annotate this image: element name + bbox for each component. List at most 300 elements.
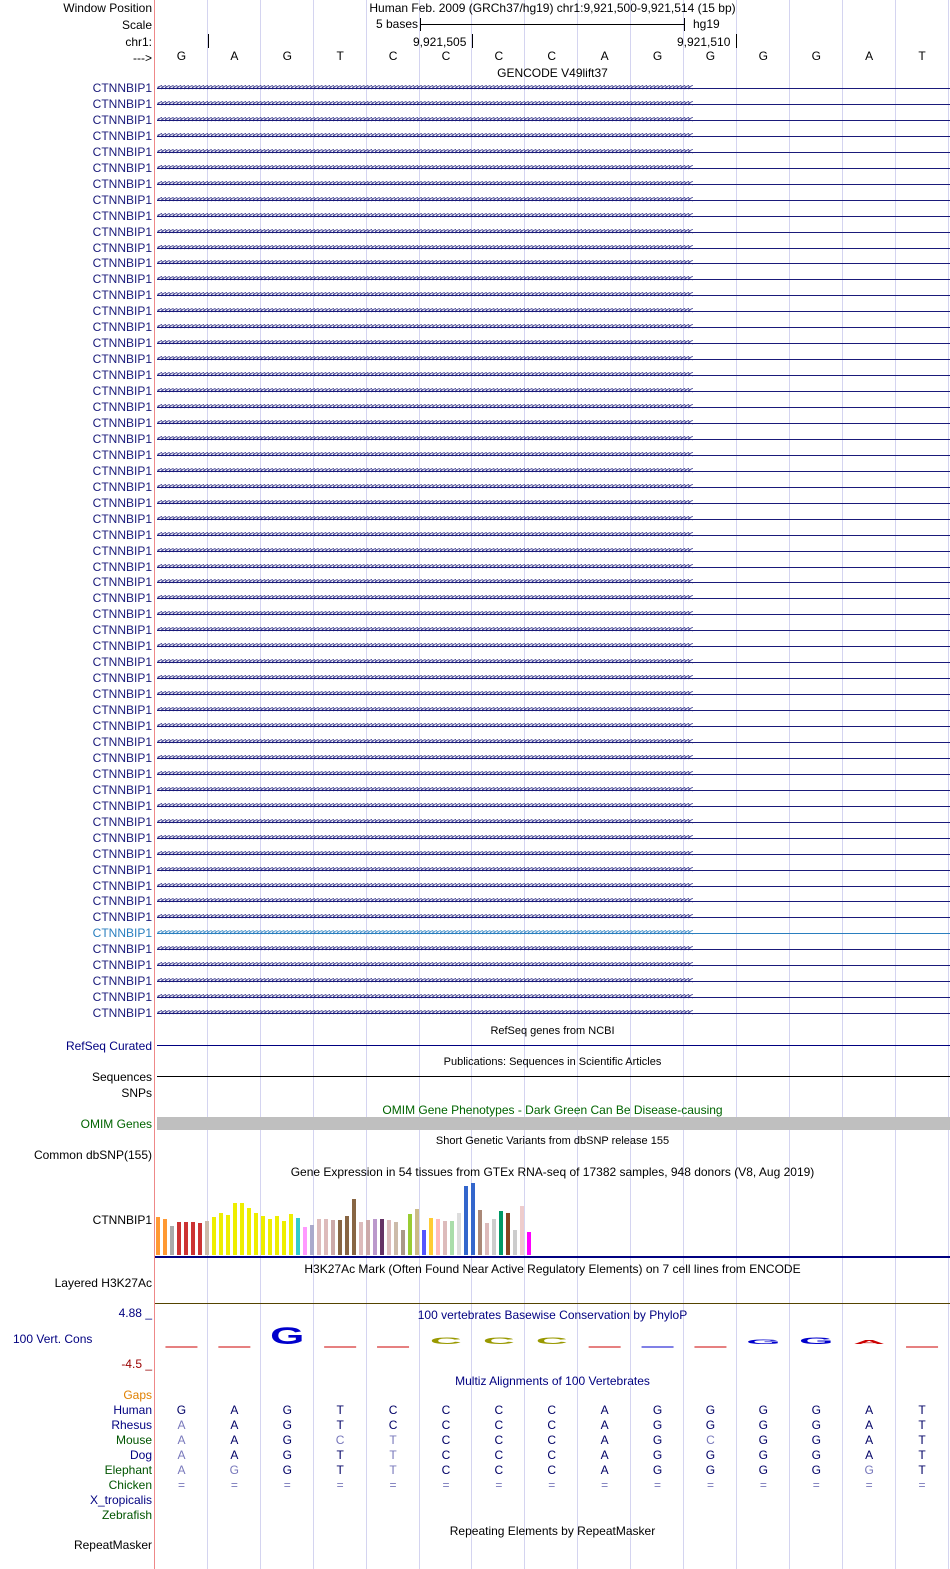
base-letter: A	[600, 49, 609, 63]
gtex-tissue-bar[interactable]	[317, 1219, 321, 1255]
gencode-transcript-label[interactable]: CTNNBIP1	[92, 128, 152, 143]
gencode-transcript-label[interactable]: CTNNBIP1	[92, 288, 152, 303]
multiz-base: A	[865, 1433, 874, 1447]
multiz-base: =	[654, 1478, 662, 1492]
gtex-tissue-bar[interactable]	[156, 1217, 160, 1255]
gtex-tissue-bar[interactable]	[240, 1203, 244, 1255]
multiz-base: A	[177, 1463, 186, 1477]
multiz-base: G	[282, 1418, 292, 1432]
multiz-base: C	[547, 1448, 557, 1462]
base-letter: C	[494, 49, 504, 63]
multiz-base: A	[177, 1433, 186, 1447]
multiz-base: A	[230, 1448, 239, 1462]
multiz-base: =	[601, 1478, 609, 1492]
multiz-base: T	[918, 1418, 926, 1432]
gencode-transcript-label[interactable]: CTNNBIP1	[92, 479, 152, 494]
phylop-track-title: 100 vertebrates Basewise Conservation by PhyloP	[417, 1308, 688, 1322]
multiz-base: T	[336, 1463, 344, 1477]
gencode-strand-arrows: <<<<<<<<<<<<<<<<<<<<<<<<<<<<<<<<<<<<<<<<<<<<<<<<<<<<<<<<<<<<<<<<<<<<<<<<<<<<<<<<<<<<<<<<<<<<<<<<<<<<<<<<<<<<<<<<<<<<<<<<<<<<<<<<<<<<<<<<<<<<	[157, 896, 692, 907]
gencode-strand-arrows: <<<<<<<<<<<<<<<<<<<<<<<<<<<<<<<<<<<<<<<<<<<<<<<<<<<<<<<<<<<<<<<<<<<<<<<<<<<<<<<<<<<<<<<<<<<<<<<<<<<<<<<<<<<<<<<<<<<<<<<<<<<<<<<<<<<<<<<<<<<<	[157, 529, 692, 540]
gencode-strand-arrows: <<<<<<<<<<<<<<<<<<<<<<<<<<<<<<<<<<<<<<<<<<<<<<<<<<<<<<<<<<<<<<<<<<<<<<<<<<<<<<<<<<<<<<<<<<<<<<<<<<<<<<<<<<<<<<<<<<<<<<<<<<<<<<<<<<<<<<<<<<<<	[157, 306, 692, 317]
gencode-strand-arrows: <<<<<<<<<<<<<<<<<<<<<<<<<<<<<<<<<<<<<<<<<<<<<<<<<<<<<<<<<<<<<<<<<<<<<<<<<<<<<<<<<<<<<<<<<<<<<<<<<<<<<<<<<<<<<<<<<<<<<<<<<<<<<<<<<<<<<<<<<<<<	[157, 338, 692, 349]
gtex-tissue-bar[interactable]	[261, 1216, 265, 1255]
phylop-logo-letter: G	[799, 1335, 834, 1347]
gtex-tissue-bar[interactable]	[338, 1220, 342, 1255]
base-letter: T	[918, 49, 926, 63]
repeatmasker-track-label[interactable]: RepeatMasker	[73, 1538, 152, 1552]
gtex-tissue-bar[interactable]	[310, 1225, 314, 1255]
gencode-strand-arrows: <<<<<<<<<<<<<<<<<<<<<<<<<<<<<<<<<<<<<<<<<<<<<<<<<<<<<<<<<<<<<<<<<<<<<<<<<<<<<<<<<<<<<<<<<<<<<<<<<<<<<<<<<<<<<<<<<<<<<<<<<<<<<<<<<<<<<<<<<<<<	[157, 226, 692, 237]
gencode-transcript-label[interactable]: CTNNBIP1	[92, 144, 152, 159]
multiz-base: T	[918, 1403, 926, 1417]
gencode-transcript-label[interactable]: CTNNBIP1	[92, 224, 152, 239]
multiz-base: C	[441, 1463, 451, 1477]
gencode-transcript-label[interactable]: CTNNBIP1	[92, 240, 152, 255]
gtex-tissue-bar[interactable]	[366, 1220, 370, 1255]
multiz-base: =	[336, 1478, 344, 1492]
gtex-tissue-bar[interactable]	[177, 1222, 181, 1255]
multiz-base: =	[865, 1478, 873, 1492]
publications-snps-label[interactable]: SNPs	[121, 1086, 152, 1100]
gtex-tissue-bar[interactable]	[191, 1222, 195, 1255]
gencode-strand-arrows: <<<<<<<<<<<<<<<<<<<<<<<<<<<<<<<<<<<<<<<<<<<<<<<<<<<<<<<<<<<<<<<<<<<<<<<<<<<<<<<<<<<<<<<<<<<<<<<<<<<<<<<<<<<<<<<<<<<<<<<<<<<<<<<<<<<<<<<<<<<<	[157, 497, 692, 508]
multiz-base: =	[548, 1478, 556, 1492]
multiz-base: C	[388, 1403, 398, 1417]
gencode-transcript-label[interactable]: CTNNBIP1	[92, 81, 152, 95]
gencode-strand-arrows: <<<<<<<<<<<<<<<<<<<<<<<<<<<<<<<<<<<<<<<<<<<<<<<<<<<<<<<<<<<<<<<<<<<<<<<<<<<<<<<<<<<<<<<<<<<<<<<<<<<<<<<<<<<<<<<<<<<<<<<<<<<<<<<<<<<<<<<<<<<<	[157, 992, 692, 1003]
gencode-transcript-label[interactable]: CTNNBIP1	[92, 463, 152, 478]
gtex-tissue-bar[interactable]	[205, 1221, 209, 1255]
gencode-transcript-label[interactable]: CTNNBIP1	[92, 304, 152, 319]
refseq-gene-line[interactable]	[157, 1045, 950, 1046]
scale-label: Scale	[121, 18, 152, 32]
gencode-transcript-label[interactable]: CTNNBIP1	[92, 96, 152, 111]
gtex-tissue-bar[interactable]	[401, 1230, 405, 1255]
base-letter: G	[705, 49, 716, 63]
multiz-base: G	[705, 1418, 716, 1432]
gencode-transcript-label[interactable]: CTNNBIP1	[92, 862, 152, 877]
multiz-species-label[interactable]: Mouse	[115, 1433, 152, 1447]
gencode-transcript-label[interactable]: CTNNBIP1	[92, 942, 152, 957]
gtex-tissue-bar[interactable]	[268, 1219, 272, 1255]
multiz-base: A	[600, 1403, 609, 1417]
multiz-base: G	[811, 1463, 821, 1477]
base-letter: C	[388, 49, 398, 63]
gencode-strand-arrows: <<<<<<<<<<<<<<<<<<<<<<<<<<<<<<<<<<<<<<<<<<<<<<<<<<<<<<<<<<<<<<<<<<<<<<<<<<<<<<<<<<<<<<<<<<<<<<<<<<<<<<<<<<<<<<<<<<<<<<<<<<<<<<<<<<<<<<<<<<<<	[157, 800, 692, 811]
gtex-tissue-bar[interactable]	[275, 1216, 279, 1255]
gencode-strand-arrows: <<<<<<<<<<<<<<<<<<<<<<<<<<<<<<<<<<<<<<<<<<<<<<<<<<<<<<<<<<<<<<<<<<<<<<<<<<<<<<<<<<<<<<<<<<<<<<<<<<<<<<<<<<<<<<<<<<<<<<<<<<<<<<<<<<<<<<<<<<<<	[157, 721, 692, 731]
gencode-transcript-label[interactable]: CTNNBIP1	[92, 112, 152, 127]
gtex-tissue-bar[interactable]	[289, 1214, 293, 1255]
chrom-label: chr1:	[125, 35, 152, 49]
gtex-tissue-bar[interactable]	[387, 1220, 391, 1255]
phylop-max-label: 4.88 _	[118, 1306, 152, 1320]
gencode-transcript-label[interactable]: CTNNBIP1	[92, 431, 152, 446]
multiz-base: G	[758, 1448, 768, 1462]
multiz-base: T	[389, 1448, 397, 1462]
multiz-species-label[interactable]: Rhesus	[111, 1418, 152, 1432]
ruler-tick-start	[208, 34, 209, 48]
multiz-species-label[interactable]: Zebrafish	[101, 1508, 152, 1522]
multiz-base: G	[652, 1418, 663, 1432]
gtex-tissue-bar[interactable]	[219, 1213, 223, 1255]
base-letter: G	[758, 49, 768, 63]
gtex-tissue-bar[interactable]	[422, 1230, 426, 1255]
gencode-transcript-label[interactable]: CTNNBIP1	[92, 176, 152, 191]
gencode-strand-arrows: <<<<<<<<<<<<<<<<<<<<<<<<<<<<<<<<<<<<<<<<<<<<<<<<<<<<<<<<<<<<<<<<<<<<<<<<<<<<<<<<<<<<<<<<<<<<<<<<<<<<<<<<<<<<<<<<<<<<<<<<<<<<<<<<<<<<<<<<<<<<	[157, 864, 692, 875]
gtex-tissue-bar[interactable]	[527, 1232, 531, 1255]
gencode-strand-arrows: <<<<<<<<<<<<<<<<<<<<<<<<<<<<<<<<<<<<<<<<<<<<<<<<<<<<<<<<<<<<<<<<<<<<<<<<<<<<<<<<<<<<<<<<<<<<<<<<<<<<<<<<<<<<<<<<<<<<<<<<<<<<<<<<<<<<<<<<<<<<	[157, 178, 692, 189]
gencode-strand-arrows: <<<<<<<<<<<<<<<<<<<<<<<<<<<<<<<<<<<<<<<<<<<<<<<<<<<<<<<<<<<<<<<<<<<<<<<<<<<<<<<<<<<<<<<<<<<<<<<<<<<<<<<<<<<<<<<<<<<<<<<<<<<<<<<<<<<<<<<<<<<<	[157, 944, 692, 955]
multiz-base: A	[230, 1403, 239, 1417]
omim-track-label[interactable]: OMIM Genes	[80, 1117, 152, 1131]
multiz-base: C	[494, 1463, 504, 1477]
gtex-tissue-bar[interactable]	[198, 1223, 202, 1255]
phylop-logo-letter: A	[853, 1338, 886, 1346]
multiz-base: C	[547, 1403, 557, 1417]
multiz-base: G	[864, 1463, 874, 1477]
gencode-strand-arrows: <<<<<<<<<<<<<<<<<<<<<<<<<<<<<<<<<<<<<<<<<<<<<<<<<<<<<<<<<<<<<<<<<<<<<<<<<<<<<<<<<<<<<<<<<<<<<<<<<<<<<<<<<<<<<<<<<<<<<<<<<<<<<<<<<<<<<<<<<<<<	[157, 593, 692, 604]
gtex-tissue-bar[interactable]	[303, 1227, 307, 1255]
multiz-base: G	[758, 1463, 768, 1477]
gencode-strand-arrows: <<<<<<<<<<<<<<<<<<<<<<<<<<<<<<<<<<<<<<<<<<<<<<<<<<<<<<<<<<<<<<<<<<<<<<<<<<<<<<<<<<<<<<<<<<<<<<<<<<<<<<<<<<<<<<<<<<<<<<<<<<<<<<<<<<<<<<<<<<<<	[157, 657, 692, 668]
gencode-transcript-label[interactable]: CTNNBIP1	[92, 447, 152, 462]
multiz-base: T	[918, 1463, 926, 1477]
multiz-species-label[interactable]: Human	[113, 1403, 152, 1417]
phylop-sequence-logo[interactable]	[155, 1322, 950, 1372]
gencode-strand-arrows: <<<<<<<<<<<<<<<<<<<<<<<<<<<<<<<<<<<<<<<<<<<<<<<<<<<<<<<<<<<<<<<<<<<<<<<<<<<<<<<<<<<<<<<<<<<<<<<<<<<<<<<<<<<<<<<<<<<<<<<<<<<<<<<<<<<<<<<<<<<<	[157, 130, 692, 141]
multiz-base: =	[495, 1478, 503, 1492]
phylop-logo-letter: G	[270, 1322, 305, 1350]
publications-line[interactable]	[157, 1076, 950, 1077]
gencode-strand-arrows: <<<<<<<<<<<<<<<<<<<<<<<<<<<<<<<<<<<<<<<<<<<<<<<<<<<<<<<<<<<<<<<<<<<<<<<<<<<<<<<<<<<<<<<<<<<<<<<<<<<<<<<<<<<<<<<<<<<<<<<<<<<<<<<<<<<<<<<<<<<<	[157, 242, 692, 253]
base-letter: A	[865, 49, 874, 63]
gtex-tissue-bar[interactable]	[429, 1218, 433, 1255]
h3k27ac-track-title: H3K27Ac Mark (Often Found Near Active Regulatory Elements) on 7 cell lines from ENCODE	[304, 1262, 801, 1276]
multiz-base: C	[494, 1433, 504, 1447]
gencode-transcript-label[interactable]: CTNNBIP1	[92, 719, 152, 733]
gencode-strand-arrows: <<<<<<<<<<<<<<<<<<<<<<<<<<<<<<<<<<<<<<<<<<<<<<<<<<<<<<<<<<<<<<<<<<<<<<<<<<<<<<<<<<<<<<<<<<<<<<<<<<<<<<<<<<<<<<<<<<<<<<<<<<<<<<<<<<<<<<<<<<<<	[157, 370, 692, 381]
ruler-tick-label-1: 9,921,505	[413, 35, 467, 49]
gencode-transcript-label[interactable]: CTNNBIP1	[92, 559, 152, 574]
multiz-base: A	[865, 1418, 874, 1432]
gencode-transcript-label[interactable]: CTNNBIP1	[92, 766, 152, 781]
multiz-base: G	[705, 1403, 716, 1417]
gencode-transcript-label[interactable]: CTNNBIP1	[92, 798, 152, 813]
gtex-tissue-bar[interactable]	[226, 1215, 230, 1255]
gtex-tissue-bar[interactable]	[282, 1221, 286, 1255]
gencode-transcript-label[interactable]: CTNNBIP1	[92, 687, 152, 702]
gencode-transcript-label[interactable]: CTNNBIP1	[92, 846, 152, 861]
gencode-transcript-label[interactable]: CTNNBIP1	[92, 655, 152, 670]
multiz-base: T	[336, 1403, 344, 1417]
multiz-base: C	[547, 1463, 557, 1477]
gencode-transcript-label[interactable]: CTNNBIP1	[92, 160, 152, 175]
multiz-species-label[interactable]: X_tropicalis	[89, 1493, 152, 1507]
multiz-base: G	[652, 1448, 663, 1462]
multiz-base: C	[494, 1448, 504, 1462]
multiz-base: A	[600, 1433, 609, 1447]
gencode-transcript-label[interactable]: CTNNBIP1	[92, 878, 152, 893]
gencode-transcript-label[interactable]: CTNNBIP1	[92, 384, 152, 399]
gencode-strand-arrows: <<<<<<<<<<<<<<<<<<<<<<<<<<<<<<<<<<<<<<<<<<<<<<<<<<<<<<<<<<<<<<<<<<<<<<<<<<<<<<<<<<<<<<<<<<<<<<<<<<<<<<<<<<<<<<<<<<<<<<<<<<<<<<<<<<<<<<<<<<<<	[157, 641, 692, 652]
multiz-base: G	[811, 1448, 821, 1462]
gtex-tissue-bar[interactable]	[513, 1230, 517, 1255]
gencode-transcript-label[interactable]: CTNNBIP1	[92, 575, 152, 590]
scale-bar-right-tick	[684, 18, 685, 31]
gtex-tissue-bar[interactable]	[331, 1220, 335, 1255]
gencode-transcript-label[interactable]: CTNNBIP1	[92, 591, 152, 606]
gencode-transcript-label[interactable]: CTNNBIP1	[92, 415, 152, 430]
gencode-transcript-label[interactable]: CTNNBIP1	[92, 990, 152, 1005]
multiz-base: G	[282, 1433, 292, 1447]
gtex-tissue-bar[interactable]	[457, 1213, 461, 1255]
gencode-transcript-label[interactable]: CTNNBIP1	[92, 623, 152, 638]
multiz-base: G	[176, 1403, 187, 1417]
gtex-tissue-bar[interactable]	[464, 1186, 468, 1255]
multiz-base: =	[812, 1478, 820, 1492]
multiz-base: A	[600, 1418, 609, 1432]
gencode-transcript-label[interactable]: CTNNBIP1	[92, 256, 152, 271]
gtex-tissue-bar[interactable]	[478, 1210, 482, 1255]
gencode-strand-arrows: <<<<<<<<<<<<<<<<<<<<<<<<<<<<<<<<<<<<<<<<<<<<<<<<<<<<<<<<<<<<<<<<<<<<<<<<<<<<<<<<<<<<<<<<<<<<<<<<<<<<<<<<<<<<<<<<<<<<<<<<<<<<<<<<<<<<<<<<<<<<	[157, 481, 692, 492]
multiz-base: C	[441, 1403, 451, 1417]
multiz-base: C	[494, 1403, 504, 1417]
gencode-transcript-label[interactable]: CTNNBIP1	[92, 1006, 152, 1021]
multiz-species-label[interactable]: Dog	[129, 1448, 152, 1462]
gencode-strand-arrows: <<<<<<<<<<<<<<<<<<<<<<<<<<<<<<<<<<<<<<<<<<<<<<<<<<<<<<<<<<<<<<<<<<<<<<<<<<<<<<<<<<<<<<<<<<<<<<<<<<<<<<<<<<<<<<<<<<<<<<<<<<<<<<<<<<<<<<<<<<<<	[157, 673, 692, 684]
gtex-track-label[interactable]: CTNNBIP1	[92, 1213, 152, 1227]
scale-db: hg19	[693, 17, 720, 31]
gtex-tissue-bar[interactable]	[324, 1219, 328, 1255]
assembly-position-text: Human Feb. 2009 (GRCh37/hg19) chr1:9,921,500-9,921,514 (15 bp)	[369, 1, 736, 15]
gencode-strand-arrows: <<<<<<<<<<<<<<<<<<<<<<<<<<<<<<<<<<<<<<<<<<<<<<<<<<<<<<<<<<<<<<<<<<<<<<<<<<<<<<<<<<<<<<<<<<<<<<<<<<<<<<<<<<<<<<<<<<<<<<<<<<<<<<<<<<<<<<<<<<<<	[157, 114, 692, 125]
gencode-transcript-label[interactable]: CTNNBIP1	[92, 734, 152, 749]
multiz-base: C	[494, 1418, 504, 1432]
base-letter: T	[336, 49, 344, 63]
multiz-base: G	[652, 1433, 663, 1447]
gencode-strand-arrows: <<<<<<<<<<<<<<<<<<<<<<<<<<<<<<<<<<<<<<<<<<<<<<<<<<<<<<<<<<<<<<<<<<<<<<<<<<<<<<<<<<<<<<<<<<<<<<<<<<<<<<<<<<<<<<<<<<<<<<<<<<<<<<<<<<<<<<<<<<<<	[157, 290, 692, 301]
gencode-transcript-label[interactable]: CTNNBIP1	[92, 639, 152, 654]
gencode-transcript-label[interactable]: CTNNBIP1	[92, 368, 152, 383]
scale-bar-left-tick	[420, 18, 421, 31]
gencode-transcript-label[interactable]: CTNNBIP1	[92, 910, 152, 925]
multiz-base: =	[759, 1478, 767, 1492]
gencode-transcript-label[interactable]: CTNNBIP1	[92, 750, 152, 765]
refseq-track-title: RefSeq genes from NCBI	[490, 1025, 615, 1037]
publications-sequences-label[interactable]: Sequences	[91, 1070, 152, 1084]
multiz-base: G	[811, 1403, 821, 1417]
gencode-track-title: GENCODE V49lift37	[497, 66, 608, 80]
gtex-tissue-bar[interactable]	[163, 1219, 167, 1255]
gtex-tissue-bar[interactable]	[450, 1221, 454, 1255]
gtex-tissue-bar[interactable]	[485, 1223, 489, 1255]
multiz-base: C	[441, 1418, 451, 1432]
multiz-base: G	[282, 1448, 292, 1462]
gtex-tissue-bar[interactable]	[170, 1226, 174, 1255]
base-letter: G	[176, 49, 187, 63]
gtex-tissue-bar[interactable]	[471, 1183, 475, 1255]
multiz-species-label[interactable]: Chicken	[108, 1478, 152, 1492]
gencode-strand-arrows: <<<<<<<<<<<<<<<<<<<<<<<<<<<<<<<<<<<<<<<<<<<<<<<<<<<<<<<<<<<<<<<<<<<<<<<<<<<<<<<<<<<<<<<<<<<<<<<<<<<<<<<<<<<<<<<<<<<<<<<<<<<<<<<<<<<<<<<<<<<<	[157, 465, 692, 476]
gencode-strand-arrows: <<<<<<<<<<<<<<<<<<<<<<<<<<<<<<<<<<<<<<<<<<<<<<<<<<<<<<<<<<<<<<<<<<<<<<<<<<<<<<<<<<<<<<<<<<<<<<<<<<<<<<<<<<<<<<<<<<<<<<<<<<<<<<<<<<<<<<<<<<<<	[157, 1008, 692, 1019]
gtex-baseline	[155, 1256, 950, 1258]
multiz-base: C	[388, 1418, 398, 1432]
gencode-transcript-label[interactable]: CTNNBIP1	[92, 192, 152, 207]
gencode-transcript-label[interactable]: CTNNBIP1	[92, 336, 152, 351]
gtex-tissue-bar[interactable]	[436, 1219, 440, 1255]
gencode-transcript-label[interactable]: CTNNBIP1	[92, 958, 152, 973]
multiz-base: A	[177, 1418, 186, 1432]
multiz-base: T	[389, 1463, 397, 1477]
gtex-tissue-bar[interactable]	[359, 1222, 363, 1255]
multiz-base: T	[918, 1433, 926, 1447]
gencode-transcript-label[interactable]: CTNNBIP1	[92, 527, 152, 542]
base-letter: A	[230, 49, 239, 63]
gencode-strand-arrows: <<<<<<<<<<<<<<<<<<<<<<<<<<<<<<<<<<<<<<<<<<<<<<<<<<<<<<<<<<<<<<<<<<<<<<<<<<<<<<<<<<<<<<<<<<<<<<<<<<<<<<<<<<<<<<<<<<<<<<<<<<<<<<<<<<<<<<<<<<<<	[157, 705, 692, 716]
gencode-strand-arrows: <<<<<<<<<<<<<<<<<<<<<<<<<<<<<<<<<<<<<<<<<<<<<<<<<<<<<<<<<<<<<<<<<<<<<<<<<<<<<<<<<<<<<<<<<<<<<<<<<<<<<<<<<<<<<<<<<<<<<<<<<<<<<<<<<<<<<<<<<<<<	[157, 386, 692, 397]
gencode-transcript-label[interactable]: CTNNBIP1	[92, 511, 152, 526]
gencode-transcript-label[interactable]: CTNNBIP1	[92, 400, 152, 414]
gtex-tissue-bar[interactable]	[492, 1219, 496, 1255]
multiz-base: A	[177, 1448, 186, 1462]
multiz-base: A	[865, 1448, 874, 1462]
multiz-base: C	[441, 1448, 451, 1462]
phylop-logo-letter: C	[482, 1335, 515, 1347]
gtex-tissue-bar[interactable]	[254, 1213, 258, 1255]
gencode-strand-arrows: <<<<<<<<<<<<<<<<<<<<<<<<<<<<<<<<<<<<<<<<<<<<<<<<<<<<<<<<<<<<<<<<<<<<<<<<<<<<<<<<<<<<<<<<<<<<<<<<<<<<<<<<<<<<<<<<<<<<<<<<<<<<<<<<<<<<<<<<<<<<	[157, 976, 692, 987]
gtex-tissue-bar[interactable]	[520, 1206, 524, 1255]
gtex-tissue-bar[interactable]	[373, 1219, 377, 1255]
multiz-base: G	[229, 1463, 239, 1477]
ruler-tick-label-2: 9,921,510	[677, 35, 731, 49]
gtex-tissue-bar[interactable]	[212, 1217, 216, 1255]
gencode-strand-arrows: <<<<<<<<<<<<<<<<<<<<<<<<<<<<<<<<<<<<<<<<<<<<<<<<<<<<<<<<<<<<<<<<<<<<<<<<<<<<<<<<<<<<<<<<<<<<<<<<<<<<<<<<<<<<<<<<<<<<<<<<<<<<<<<<<<<<<<<<<<<<	[157, 322, 692, 333]
multiz-base: =	[177, 1478, 185, 1492]
multiz-base: C	[706, 1433, 715, 1447]
gtex-tissue-bar[interactable]	[296, 1218, 300, 1255]
base-letter: G	[282, 49, 292, 63]
refseq-track-label[interactable]: RefSeq Curated	[65, 1039, 152, 1053]
base-letter: C	[547, 49, 557, 63]
gtex-tissue-bar[interactable]	[345, 1216, 349, 1255]
gtex-tissue-bar[interactable]	[352, 1199, 356, 1255]
gencode-transcript-label[interactable]: CTNNBIP1	[92, 782, 152, 797]
gencode-strand-arrows: <<<<<<<<<<<<<<<<<<<<<<<<<<<<<<<<<<<<<<<<<<<<<<<<<<<<<<<<<<<<<<<<<<<<<<<<<<<<<<<<<<<<<<<<<<<<<<<<<<<<<<<<<<<<<<<<<<<<<<<<<<<<<<<<<<<<<<<<<<<<	[157, 561, 692, 572]
gencode-transcript-label[interactable]: CTNNBIP1	[92, 703, 152, 718]
ruler-tick-1	[472, 34, 473, 48]
multiz-base: G	[758, 1418, 768, 1432]
multiz-base: G	[282, 1463, 292, 1477]
gencode-strand-arrows: <<<<<<<<<<<<<<<<<<<<<<<<<<<<<<<<<<<<<<<<<<<<<<<<<<<<<<<<<<<<<<<<<<<<<<<<<<<<<<<<<<<<<<<<<<<<<<<<<<<<<<<<<<<<<<<<<<<<<<<<<<<<<<<<<<<<<<<<<<<<	[157, 98, 692, 109]
gencode-strand-arrows: <<<<<<<<<<<<<<<<<<<<<<<<<<<<<<<<<<<<<<<<<<<<<<<<<<<<<<<<<<<<<<<<<<<<<<<<<<<<<<<<<<<<<<<<<<<<<<<<<<<<<<<<<<<<<<<<<<<<<<<<<<<<<<<<<<<<<<<<<<<<	[157, 880, 692, 891]
gtex-tissue-bar[interactable]	[506, 1213, 510, 1255]
gencode-strand-arrows: <<<<<<<<<<<<<<<<<<<<<<<<<<<<<<<<<<<<<<<<<<<<<<<<<<<<<<<<<<<<<<<<<<<<<<<<<<<<<<<<<<<<<<<<<<<<<<<<<<<<<<<<<<<<<<<<<<<<<<<<<<<<<<<<<<<<<<<<<<<<	[157, 194, 692, 205]
publications-track-title: Publications: Sequences in Scientific Articles	[443, 1056, 662, 1068]
omim-gene-bar[interactable]	[157, 1117, 950, 1130]
multiz-gaps-label[interactable]: Gaps	[123, 1388, 152, 1402]
gencode-strand-arrows: <<<<<<<<<<<<<<<<<<<<<<<<<<<<<<<<<<<<<<<<<<<<<<<<<<<<<<<<<<<<<<<<<<<<<<<<<<<<<<<<<<<<<<<<<<<<<<<<<<<<<<<<<<<<<<<<<<<<<<<<<<<<<<<<<<<<<<<<<<<<	[157, 210, 692, 221]
gtex-tissue-bar[interactable]	[499, 1211, 503, 1255]
gencode-strand-arrows: <<<<<<<<<<<<<<<<<<<<<<<<<<<<<<<<<<<<<<<<<<<<<<<<<<<<<<<<<<<<<<<<<<<<<<<<<<<<<<<<<<<<<<<<<<<<<<<<<<<<<<<<<<<<<<<<<<<<<<<<<<<<<<<<<<<<<<<<<<<<	[157, 258, 692, 269]
gtex-tissue-bar[interactable]	[184, 1222, 188, 1255]
multiz-base: T	[336, 1448, 344, 1462]
gtex-tissue-bar[interactable]	[233, 1203, 237, 1255]
gtex-tissue-bar[interactable]	[443, 1221, 447, 1255]
multiz-base: =	[283, 1478, 291, 1492]
gencode-strand-arrows: <<<<<<<<<<<<<<<<<<<<<<<<<<<<<<<<<<<<<<<<<<<<<<<<<<<<<<<<<<<<<<<<<<<<<<<<<<<<<<<<<<<<<<<<<<<<<<<<<<<<<<<<<<<<<<<<<<<<<<<<<<<<<<<<<<<<<<<<<<<<	[157, 83, 692, 93]
h3k27ac-baseline	[155, 1303, 950, 1304]
gencode-transcript-label[interactable]: CTNNBIP1	[92, 543, 152, 558]
h3k27ac-track-label[interactable]: Layered H3K27Ac	[54, 1276, 152, 1290]
gencode-transcript-label[interactable]: CTNNBIP1	[92, 830, 152, 845]
gtex-tissue-bar[interactable]	[380, 1219, 384, 1255]
multiz-base: =	[706, 1478, 714, 1492]
multiz-base: =	[230, 1478, 238, 1492]
repeatmasker-track-title: Repeating Elements by RepeatMasker	[449, 1524, 656, 1538]
ruler-tick-2	[736, 34, 737, 48]
scale-bar	[420, 24, 684, 25]
multiz-base: A	[600, 1448, 609, 1462]
gtex-tissue-bar[interactable]	[247, 1208, 251, 1255]
multiz-base: G	[758, 1403, 768, 1417]
gtex-tissue-bar[interactable]	[408, 1214, 412, 1255]
gtex-track-title: Gene Expression in 54 tissues from GTEx RNA-seq of 17382 samples, 948 donors (V8, Aug 2019)	[290, 1165, 815, 1179]
gencode-strand-arrows: <<<<<<<<<<<<<<<<<<<<<<<<<<<<<<<<<<<<<<<<<<<<<<<<<<<<<<<<<<<<<<<<<<<<<<<<<<<<<<<<<<<<<<<<<<<<<<<<<<<<<<<<<<<<<<<<<<<<<<<<<<<<<<<<<<<<<<<<<<<<	[157, 848, 692, 859]
gencode-strand-arrows: <<<<<<<<<<<<<<<<<<<<<<<<<<<<<<<<<<<<<<<<<<<<<<<<<<<<<<<<<<<<<<<<<<<<<<<<<<<<<<<<<<<<<<<<<<<<<<<<<<<<<<<<<<<<<<<<<<<<<<<<<<<<<<<<<<<<<<<<<<<<	[157, 513, 692, 524]
gencode-strand-arrows: <<<<<<<<<<<<<<<<<<<<<<<<<<<<<<<<<<<<<<<<<<<<<<<<<<<<<<<<<<<<<<<<<<<<<<<<<<<<<<<<<<<<<<<<<<<<<<<<<<<<<<<<<<<<<<<<<<<<<<<<<<<<<<<<<<<<<<<<<<<<	[157, 433, 692, 444]
gtex-bar-chart[interactable]	[156, 1179, 556, 1255]
multiz-base: G	[758, 1433, 768, 1447]
multiz-base: A	[865, 1403, 874, 1417]
multiz-base: G	[652, 1463, 663, 1477]
base-letter: G	[652, 49, 663, 63]
gencode-strand-arrows: <<<<<<<<<<<<<<<<<<<<<<<<<<<<<<<<<<<<<<<<<<<<<<<<<<<<<<<<<<<<<<<<<<<<<<<<<<<<<<<<<<<<<<<<<<<<<<<<<<<<<<<<<<<<<<<<<<<<<<<<<<<<<<<<<<<<<<<<<<<<	[157, 832, 692, 843]
gencode-strand-arrows: <<<<<<<<<<<<<<<<<<<<<<<<<<<<<<<<<<<<<<<<<<<<<<<<<<<<<<<<<<<<<<<<<<<<<<<<<<<<<<<<<<<<<<<<<<<<<<<<<<<<<<<<<<<<<<<<<<<<<<<<<<<<<<<<<<<<<<<<<<<<	[157, 928, 692, 939]
gencode-strand-arrows: <<<<<<<<<<<<<<<<<<<<<<<<<<<<<<<<<<<<<<<<<<<<<<<<<<<<<<<<<<<<<<<<<<<<<<<<<<<<<<<<<<<<<<<<<<<<<<<<<<<<<<<<<<<<<<<<<<<<<<<<<<<<<<<<<<<<<<<<<<<<	[157, 912, 692, 923]
gencode-transcript-label[interactable]: CTNNBIP1	[92, 320, 152, 335]
multiz-base: G	[705, 1448, 716, 1462]
phylop-logo-letter: C	[535, 1335, 568, 1347]
gencode-transcript-label[interactable]: CTNNBIP1	[92, 495, 152, 510]
gencode-strand-arrows: <<<<<<<<<<<<<<<<<<<<<<<<<<<<<<<<<<<<<<<<<<<<<<<<<<<<<<<<<<<<<<<<<<<<<<<<<<<<<<<<<<<<<<<<<<<<<<<<<<<<<<<<<<<<<<<<<<<<<<<<<<<<<<<<<<<<<<<<<<<<	[157, 577, 692, 588]
gtex-tissue-bar[interactable]	[415, 1209, 419, 1255]
gencode-transcript-label[interactable]: CTNNBIP1	[92, 272, 152, 287]
gtex-tissue-bar[interactable]	[394, 1222, 398, 1255]
strand-arrow-label[interactable]: --->	[133, 51, 152, 65]
gencode-transcript-label[interactable]: CTNNBIP1	[92, 671, 152, 686]
multiz-base: G	[705, 1463, 716, 1477]
gencode-transcript-label[interactable]: CTNNBIP1	[92, 352, 152, 367]
multiz-base: G	[811, 1433, 821, 1447]
gencode-transcript-label[interactable]: CTNNBIP1	[92, 814, 152, 829]
gencode-transcript-label[interactable]: CTNNBIP1	[92, 607, 152, 622]
base-letter: G	[811, 49, 821, 63]
gencode-transcript-label[interactable]: CTNNBIP1	[92, 974, 152, 989]
multiz-base: C	[547, 1418, 557, 1432]
dbsnp-track-title: Short Genetic Variants from dbSNP release 155	[435, 1135, 670, 1147]
omim-track-title: OMIM Gene Phenotypes - Dark Green Can Be Disease-causing	[382, 1103, 723, 1117]
multiz-species-label[interactable]: Elephant	[104, 1463, 152, 1477]
multiz-base: T	[389, 1433, 397, 1447]
gencode-transcript-label[interactable]: CTNNBIP1	[92, 926, 152, 941]
gencode-strand-arrows: <<<<<<<<<<<<<<<<<<<<<<<<<<<<<<<<<<<<<<<<<<<<<<<<<<<<<<<<<<<<<<<<<<<<<<<<<<<<<<<<<<<<<<<<<<<<<<<<<<<<<<<<<<<<<<<<<<<<<<<<<<<<<<<<<<<<<<<<<<<<	[157, 146, 692, 157]
dbsnp-track-label[interactable]: Common dbSNP(155)	[33, 1148, 152, 1162]
gencode-transcript-label[interactable]: CTNNBIP1	[92, 208, 152, 223]
phylop-track-label[interactable]: 100 Vert. Cons	[13, 1332, 93, 1346]
gencode-transcript-label[interactable]: CTNNBIP1	[92, 894, 152, 909]
multiz-base: A	[230, 1433, 239, 1447]
